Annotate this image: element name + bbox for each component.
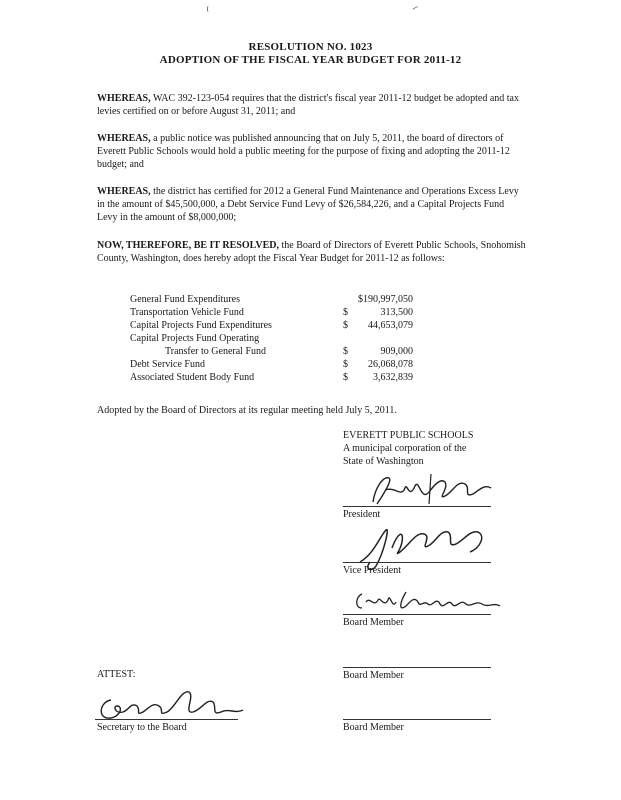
budget-amount-row bbox=[343, 294, 413, 306]
whereas-paragraph-3 bbox=[97, 185, 527, 224]
board-member-signature-line bbox=[343, 719, 491, 720]
budget-amount: 26,068,078 bbox=[368, 359, 413, 370]
board-member-label: Board Member bbox=[343, 670, 404, 681]
org-description: A municipal corporation of the bbox=[343, 443, 467, 454]
secretary-signature-line bbox=[95, 719, 238, 720]
secretary-label: Secretary to the Board bbox=[97, 722, 187, 733]
resolution-title: ADOPTION OF THE FISCAL YEAR BUDGET FOR 2011-12 bbox=[159, 54, 462, 66]
scan-artifact bbox=[412, 6, 419, 12]
budget-label: Associated Student Body Fund bbox=[130, 372, 255, 383]
board-member-label: Board Member bbox=[343, 722, 404, 733]
budget-label: Transfer to General Fund bbox=[165, 346, 267, 357]
board-member-label: Board Member bbox=[343, 617, 404, 628]
adopted-statement: Adopted by the Board of Directors at its regular meeting held July 5, 2011. bbox=[97, 405, 397, 416]
whereas-lead: WHEREAS, bbox=[97, 133, 151, 144]
resolution-number: RESOLUTION NO. 1023 bbox=[248, 41, 373, 53]
whereas-paragraph-1 bbox=[97, 92, 527, 118]
budget-amount-row bbox=[343, 372, 413, 384]
budget-amount-row bbox=[343, 320, 413, 332]
budget-amount-row bbox=[343, 307, 413, 319]
resolved-paragraph bbox=[97, 239, 527, 265]
currency-symbol: $ bbox=[343, 307, 348, 318]
whereas-paragraph-2 bbox=[97, 132, 527, 171]
budget-amount: 3,632,839 bbox=[373, 372, 413, 383]
budget-amount-row bbox=[343, 359, 413, 371]
whereas-text: WAC 392-123-054 requires that the district's fiscal year 2011-12 budget be adopted and tax levies certified on or before August 31, 2011; and bbox=[97, 93, 519, 117]
whereas-text: the district has certified for 2012 a General Fund Maintenance and Operations Excess Levy in the amount of $45,500,000, a Debt Service Fund Levy of $26,584,226, and a Capital Projects Fund Levy in the amount of $8,000,000; bbox=[97, 186, 519, 223]
board-member-signature-line bbox=[343, 667, 491, 668]
resolved-text: the Board of Directors of Everett Public Schools, Snohomish County, Washington, does hereby adopt the Fiscal Year Budget for 2011-12 as follows: bbox=[97, 240, 526, 264]
resolved-lead: NOW, THEREFORE, BE IT RESOLVED, bbox=[97, 240, 280, 251]
scan-artifact bbox=[207, 6, 211, 12]
budget-amount: 313,500 bbox=[380, 307, 413, 318]
budget-amount: $190,997,050 bbox=[358, 294, 413, 305]
budget-label: Debt Service Fund bbox=[130, 359, 205, 370]
whereas-lead: WHEREAS, bbox=[97, 186, 151, 197]
vice-president-signature-line bbox=[343, 562, 491, 563]
whereas-lead: WHEREAS, bbox=[97, 93, 151, 104]
currency-symbol: $ bbox=[343, 320, 348, 331]
currency-symbol: $ bbox=[343, 346, 348, 357]
president-signature bbox=[345, 468, 495, 510]
budget-amount: 909,000 bbox=[380, 346, 413, 357]
budget-label: General Fund Expenditures bbox=[130, 294, 240, 305]
budget-label: Transportation Vehicle Fund bbox=[130, 307, 244, 318]
board-member-signature bbox=[340, 582, 505, 616]
vice-president-label: Vice President bbox=[343, 565, 401, 576]
org-state: State of Washington bbox=[343, 456, 424, 467]
budget-amount: 44,653,079 bbox=[368, 320, 413, 331]
currency-symbol: $ bbox=[343, 372, 348, 383]
board-member-signature-line bbox=[343, 614, 491, 615]
president-signature-line bbox=[343, 506, 491, 507]
president-label: President bbox=[343, 509, 381, 520]
org-name: EVERETT PUBLIC SCHOOLS bbox=[343, 430, 474, 441]
budget-label: Capital Projects Fund Operating bbox=[130, 333, 260, 344]
budget-label: Capital Projects Fund Expenditures bbox=[130, 320, 272, 331]
whereas-text: a public notice was published announcing that on July 5, 2011, the board of directors of Everett Public Schools would hold a public meeting for the purpose of fixing and adopting the 2011-12 budget; and bbox=[97, 133, 510, 170]
attest-label: ATTEST: bbox=[97, 669, 136, 680]
budget-amount-row bbox=[343, 346, 413, 358]
currency-symbol: $ bbox=[343, 359, 348, 370]
